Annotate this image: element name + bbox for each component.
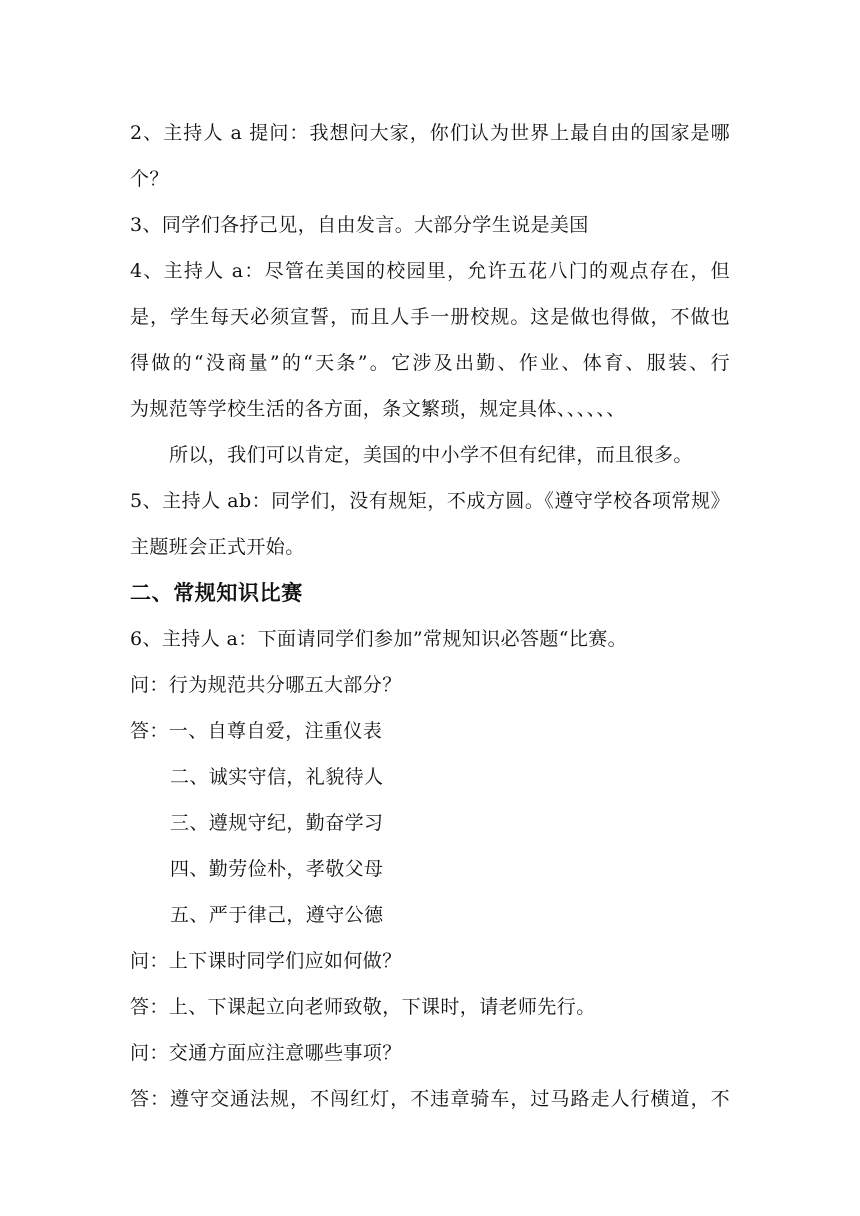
document-body (130, 110, 730, 1122)
answer-item: 五、严于律己，遵守公德 (170, 904, 384, 926)
answer-line: 答：遵守交通法规，不闯红灯，不违章骑车，过马路走人行横道，不 (130, 1088, 730, 1110)
paragraph-line: 得做的“没商量”的“天条”。它涉及出勤、作业、体育、服装、行 (130, 352, 730, 374)
paragraph-line: 4、主持人 a：尽管在美国的校园里，允许五花八门的观点存在，但 (130, 260, 730, 282)
section-heading: 二、常规知识比赛 (130, 581, 303, 605)
paragraph-line: 2、主持人 a 提问：我想问大家，你们认为世界上最自由的国家是哪 (130, 122, 730, 144)
paragraph-line: 为规范等学校生活的各方面，条文繁琐，规定具体、、、、、、 (130, 398, 626, 420)
paragraph-line: 所以，我们可以肯定，美国的中小学不但有纪律，而且很多。 (169, 444, 693, 466)
paragraph-line: 3、同学们各抒己见，自由发言。大部分学生说是美国 (130, 214, 589, 236)
paragraph-line: 5、主持人 ab：同学们，没有规矩，不成方圆。《遵守学校各项常规》 (130, 490, 730, 512)
paragraph-line: 主题班会正式开始。 (130, 536, 305, 558)
answer-item: 二、诚实守信，礼貌待人 (170, 766, 384, 788)
question-line: 问：行为规范共分哪五大部分？ (130, 674, 402, 696)
question-line: 问：上下课时同学们应如何做？ (130, 950, 402, 972)
answer-line: 答：上、下课起立向老师致敬，下课时，请老师先行。 (130, 996, 596, 1018)
answer-line: 答：一、自尊自爱，注重仪表 (130, 720, 383, 742)
question-line: 问：交通方面应注意哪些事项？ (130, 1042, 402, 1064)
answer-item: 三、遵规守纪，勤奋学习 (170, 812, 384, 834)
paragraph-line: 6、主持人 a：下面请同学们参加”常规知识必答题“比赛。 (130, 628, 628, 650)
paragraph-line: 个？ (130, 168, 169, 190)
paragraph-line: 是，学生每天必须宣誓，而且人手一册校规。这是做也得做，不做也 (130, 306, 730, 328)
answer-item: 四、勤劳俭朴，孝敬父母 (170, 858, 384, 880)
